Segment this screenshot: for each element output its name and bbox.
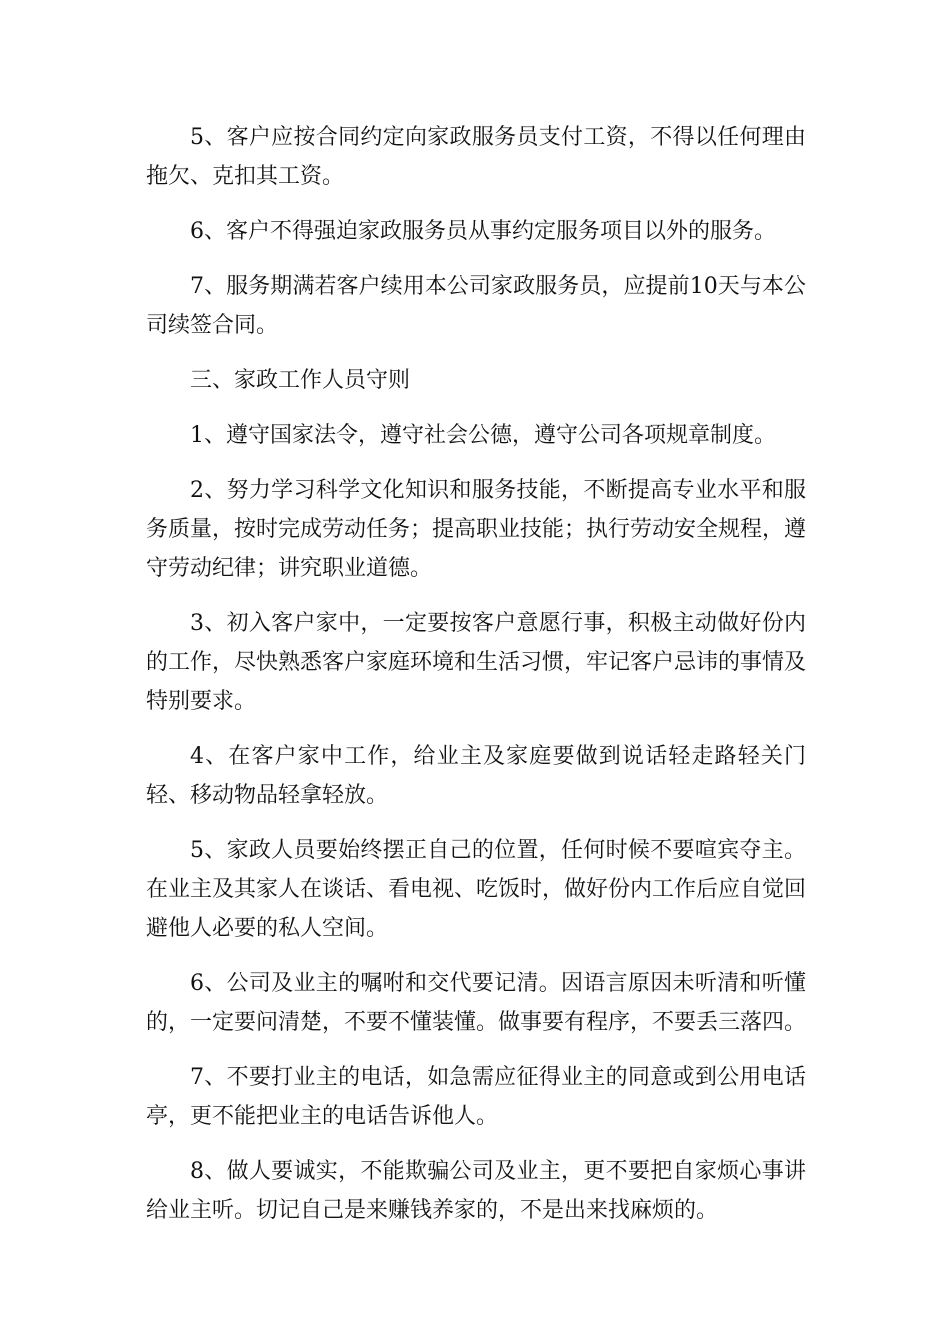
paragraph-rule-3: 3、初入客户家中，一定要按客户意愿行事，积极主动做好份内的工作，尽快熟悉客户家庭环境和生活习惯，牢记客户忌讳的事情及特别要求。 <box>146 611 807 714</box>
section-heading-staff-rules: 三、家政工作人员守则 <box>190 368 411 393</box>
paragraph-rule-1: 1、遵守国家法令，遵守社会公德，遵守公司各项规章制度。 <box>190 423 776 448</box>
paragraph-rule-7: 7、不要打业主的电话，如急需应征得业主的同意或到公用电话亭，更不能把业主的电话告诉他人。 <box>146 1065 806 1129</box>
paragraph-rule-4: 4、在客户家中工作，给业主及家庭要做到说话轻走路轻关门轻、移动物品轻拿轻放。 <box>146 744 806 808</box>
paragraph-rule-2: 2、努力学习科学文化知识和服务技能，不断提高专业水平和服务质量，按时完成劳动任务；提高职业技能；执行劳动安全规程，遵守劳动纪律；讲究职业道德。 <box>146 478 807 581</box>
paragraph-rule-5: 5、家政人员要始终摆正自己的位置，任何时候不要喧宾夺主。在业主及其家人在谈话、看电视、吃饭时，做好份内工作后应自觉回避他人必要的私人空间。 <box>146 838 807 941</box>
paragraph-client-wage: 5、客户应按合同约定向家政服务员支付工资，不得以任何理由拖欠、克扣其工资。 <box>146 125 806 189</box>
document-body <box>146 118 806 1246</box>
paragraph-client-no-extra-service: 6、客户不得强迫家政服务员从事约定服务项目以外的服务。 <box>190 219 776 244</box>
paragraph-rule-8: 8、做人要诚实，不能欺骗公司及业主，更不要把自家烦心事讲给业主听。切记自己是来赚钱养家的，不是出来找麻烦的。 <box>146 1159 806 1223</box>
paragraph-rule-6: 6、公司及业主的嘱咐和交代要记清。因语言原因未听清和听懂的，一定要问清楚，不要不懂装懂。做事要有程序，不要丢三落四。 <box>146 971 807 1035</box>
paragraph-contract-renewal: 7、服务期满若客户续用本公司家政服务员，应提前10天与本公司续签合同。 <box>146 274 806 338</box>
